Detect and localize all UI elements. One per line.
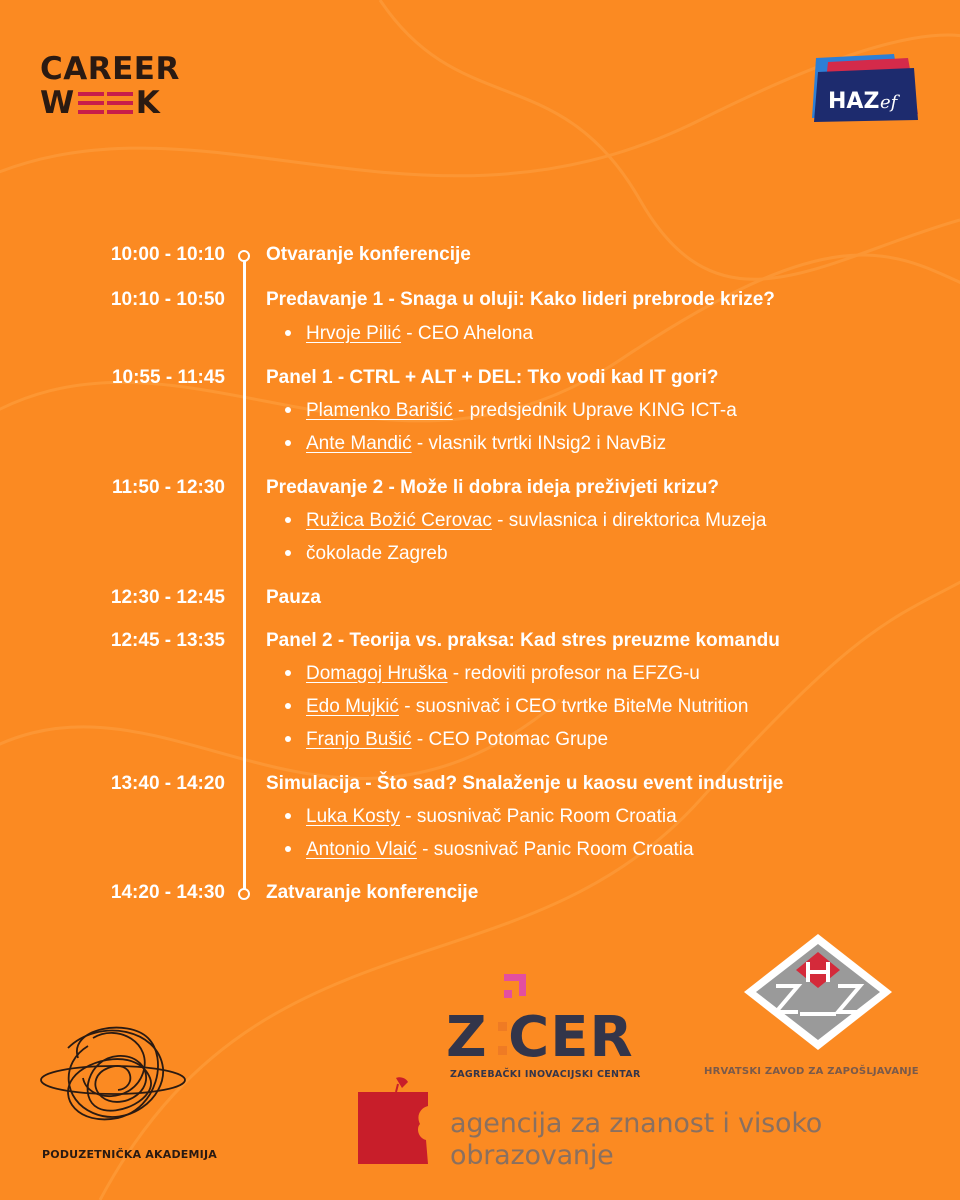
speaker-item [285,317,533,350]
speaker-link[interactable]: Ružica Božić Cerovac [306,510,492,531]
ef-logo-text: ef [880,92,898,113]
speaker-link[interactable]: Antonio Vlaić [306,839,417,860]
session-title: Simulacija - Što sad? Snalaženje u kaosu event industrije [266,773,784,794]
speaker-role: - CEO Potomac Grupe [411,729,609,750]
speaker-item [285,427,737,460]
speaker-list [285,394,737,460]
session-title: Predavanje 1 - Snaga u oluji: Kako lideri prebrode krize? [266,289,775,310]
speaker-link[interactable]: Franjo Bušić [306,729,412,750]
session-title: Pauza [266,587,321,608]
speaker-role: - redoviti profesor na EFZG-u [447,663,700,684]
hzz-label: HRVATSKI ZAVOD ZA ZAPOŠLJAVANJE [704,1066,919,1077]
speaker-list [285,657,748,756]
speaker-role-line2: čokolade Zagreb [306,543,448,564]
speaker-link[interactable]: Ante Mandić [306,433,412,454]
speaker-role: - suvlasnica i direktorica Muzeja [491,510,767,531]
speaker-list [285,504,766,570]
speaker-item [285,394,737,427]
session-time: 10:10 - 10:50 [110,289,225,310]
ee-bars-icon [107,92,133,114]
logo-line-week: W K [40,85,161,121]
logo-line-career: CAREER [40,51,180,87]
speaker-item [285,690,748,723]
speaker-link[interactable]: Luka Kosty [306,806,400,827]
ee-bars-icon [78,92,104,114]
speaker-link[interactable]: Domagoj Hruška [306,663,448,684]
haz-logo-text: HAZ [828,89,880,114]
timeline-line [243,257,246,893]
session-time: 11:50 - 12:30 [111,477,225,498]
session-title: Zatvaranje konferencije [266,882,479,903]
speaker-role: - predsjednik Uprave KING ICT-a [452,400,737,421]
timeline-end-dot [238,888,250,900]
speaker-item-continued [285,537,766,570]
speaker-role: - suosnivač Panic Room Croatia [416,839,694,860]
poduzetnicka-akademija-logo [38,1018,188,1128]
azvo-label: agencija za znanost i visoko obrazovanje [450,1108,823,1171]
hzz-logo [740,930,896,1054]
zicer-wordmark: Z CER [446,1005,634,1070]
speaker-item [285,657,748,690]
speaker-list [285,317,533,350]
zicer-subtitle: ZAGREBAČKI INOVACIJSKI CENTAR [450,1069,641,1080]
hazef-logo [808,52,920,124]
speaker-role: - CEO Ahelona [401,323,534,344]
session-time: 14:20 - 14:30 [110,882,225,903]
session-time: 12:45 - 13:35 [110,630,225,651]
speaker-role: - vlasnik tvrtki INsig2 i NavBiz [411,433,667,454]
speaker-item [285,723,748,756]
speaker-item [285,833,694,866]
session-time: 13:40 - 14:20 [110,773,225,794]
session-title: Otvaranje konferencije [266,244,471,265]
session-title: Panel 1 - CTRL + ALT + DEL: Tko vodi kad IT gori? [266,367,719,388]
speaker-list [285,800,694,866]
speaker-item [285,800,694,833]
session-time: 12:30 - 12:45 [110,587,225,608]
session-title: Panel 2 - Teorija vs. praksa: Kad stres preuzme komandu [266,630,780,651]
speaker-link[interactable]: Plamenko Barišić [306,400,453,421]
session-time: 10:55 - 11:45 [111,367,225,388]
timeline-start-dot [238,250,250,262]
azvo-apple-logo [356,1076,430,1164]
session-title: Predavanje 2 - Može li dobra ideja preživjeti krizu? [266,477,719,498]
speaker-role: - suosnivač Panic Room Croatia [400,806,677,827]
career-week-logo [40,52,180,120]
session-time: 10:00 - 10:10 [110,244,225,265]
speaker-link[interactable]: Hrvoje Pilić [306,323,402,344]
poduzetnicka-akademija-label: PODUZETNIČKA AKADEMIJA [42,1148,217,1161]
speaker-role: - suosnivač i CEO tvrtke BiteMe Nutrition [398,696,749,717]
speaker-item [285,504,766,537]
speaker-link[interactable]: Edo Mujkić [306,696,399,717]
